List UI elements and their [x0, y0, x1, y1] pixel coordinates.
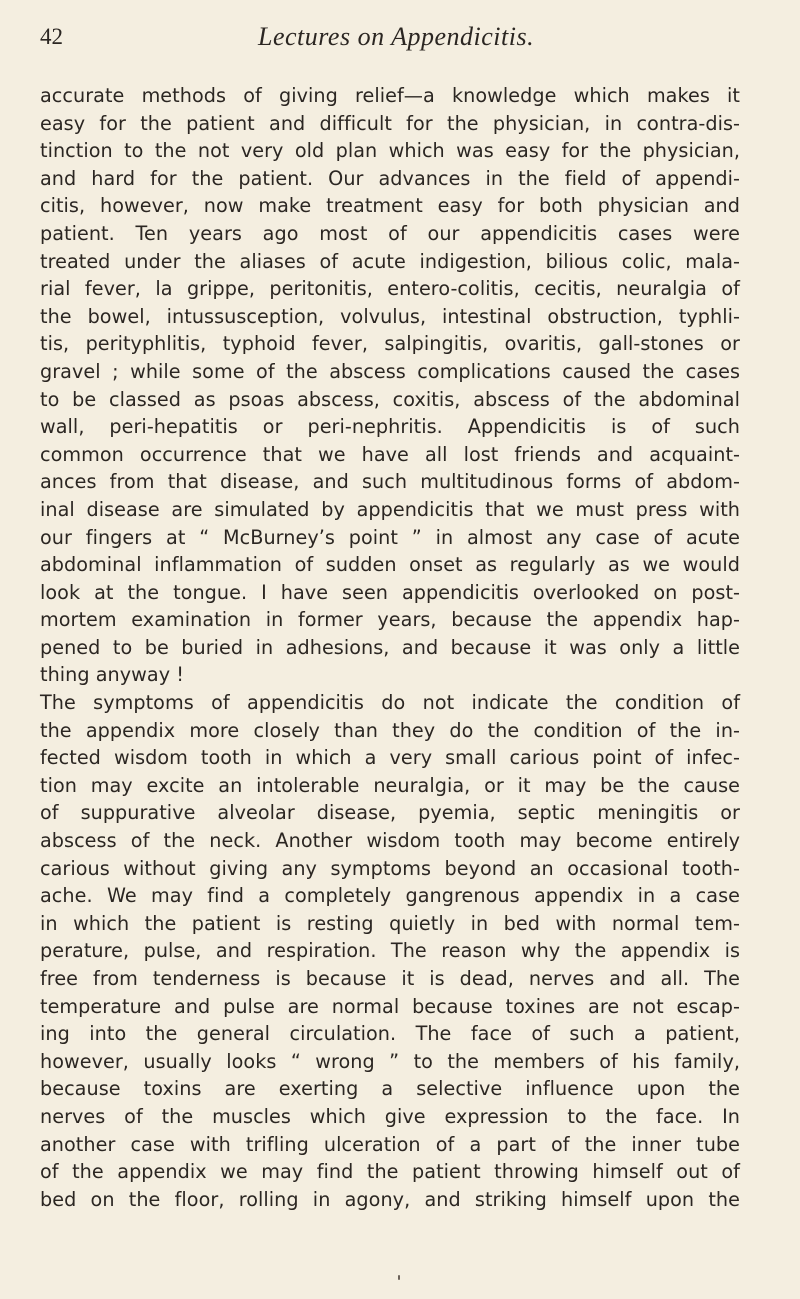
text-line: wall, peri-hepatitis or peri-nephritis. Appendicitis is of such [40, 415, 740, 439]
text-line: tinction to the not very old plan which was easy for the physician, [40, 139, 740, 163]
text-line: however, usually looks “ wrong ” to the members of his family, [40, 1049, 740, 1073]
text-line: look at the tongue. I have seen appendicitis overlooked on post- [40, 580, 740, 604]
page-number: 42 [40, 24, 63, 49]
printing-speck [398, 1275, 400, 1280]
text-line: accurate methods of giving relief—a knowledge which makes it [40, 84, 740, 107]
text-line: another case with trifling ulceration of a part of the inner tube [40, 1132, 740, 1156]
text-line: tis, perityphlitis, typhoid fever, salpingitis, ovaritis, gall-stones or [40, 332, 740, 356]
text-line: common occurrence that we have all lost friends and acquaint- [40, 442, 740, 466]
text-line: The symptoms of appendicitis do not indicate the condition of [40, 691, 740, 715]
text-line: rial fever, la grippe, peritonitis, entero-colitis, cecitis, neuralgia of [40, 277, 740, 301]
text-line: ances from that disease, and such multitudinous forms of abdom- [40, 470, 740, 494]
text-line: the bowel, intussusception, volvulus, intestinal obstruction, typhli- [40, 304, 740, 328]
text-line: of suppurative alveolar disease, pyemia, septic meningitis or [40, 801, 740, 825]
text-line: inal disease are simulated by appendicitis that we must press with [40, 497, 740, 521]
text-line: ache. We may find a completely gangrenous appendix in a case [40, 884, 740, 908]
text-line: abdominal inflammation of sudden onset as regularly as we would [40, 553, 740, 577]
text-line: to be classed as psoas abscess, coxitis, abscess of the abdominal [40, 387, 740, 411]
text-line: because toxins are exerting a selective influence upon the [40, 1077, 740, 1101]
text-line: gravel ; while some of the abscess complications caused the cases [40, 359, 740, 383]
running-header [0, 20, 800, 60]
text-line: patient. Ten years ago most of our appendicitis cases were [40, 221, 740, 245]
text-line: fected wisdom tooth in which a very small carious point of infec- [40, 746, 740, 770]
text-line: and hard for the patient. Our advances in the field of appendi- [40, 166, 740, 190]
text-line: treated under the aliases of acute indigestion, bilious colic, mala- [40, 249, 740, 273]
text-line: the appendix more closely than they do the condition of the in- [40, 718, 740, 742]
text-line: pened to be buried in adhesions, and because it was only a little [40, 635, 740, 659]
text-line: of the appendix we may find the patient throwing himself out of [40, 1160, 740, 1184]
text-line: mortem examination in former years, because the appendix hap- [40, 608, 740, 632]
text-line: free from tenderness is because it is dead, nerves and all. The [40, 967, 740, 990]
text-line: citis, however, now make treatment easy for both physician and [40, 194, 740, 218]
text-line: ing into the general circulation. The face of such a patient, [40, 1022, 740, 1046]
text-line: easy for the patient and difficult for the physician, in contra-dis- [40, 111, 740, 135]
text-line: our fingers at “ McBurney’s point ” in almost any case of acute [40, 525, 740, 549]
running-title: Lectures on Appendicitis. [258, 22, 535, 51]
text-line: nerves of the muscles which give expression to the face. In [40, 1104, 740, 1128]
body-text [40, 82, 740, 1213]
text-line: abscess of the neck. Another wisdom tooth may become entirely [40, 829, 740, 853]
text-line: tion may excite an intolerable neuralgia, or it may be the cause [40, 773, 740, 797]
text-line: temperature and pulse are normal because toxines are not escap- [40, 994, 740, 1018]
text-line: in which the patient is resting quietly in bed with normal tem- [40, 911, 740, 935]
text-line: perature, pulse, and respiration. The reason why the appendix is [40, 939, 740, 963]
text-line: bed on the floor, rolling in agony, and striking himself upon the [40, 1187, 740, 1211]
text-line: thing anyway ! [40, 663, 185, 687]
text-line: carious without giving any symptoms beyond an occasional tooth- [40, 856, 740, 880]
